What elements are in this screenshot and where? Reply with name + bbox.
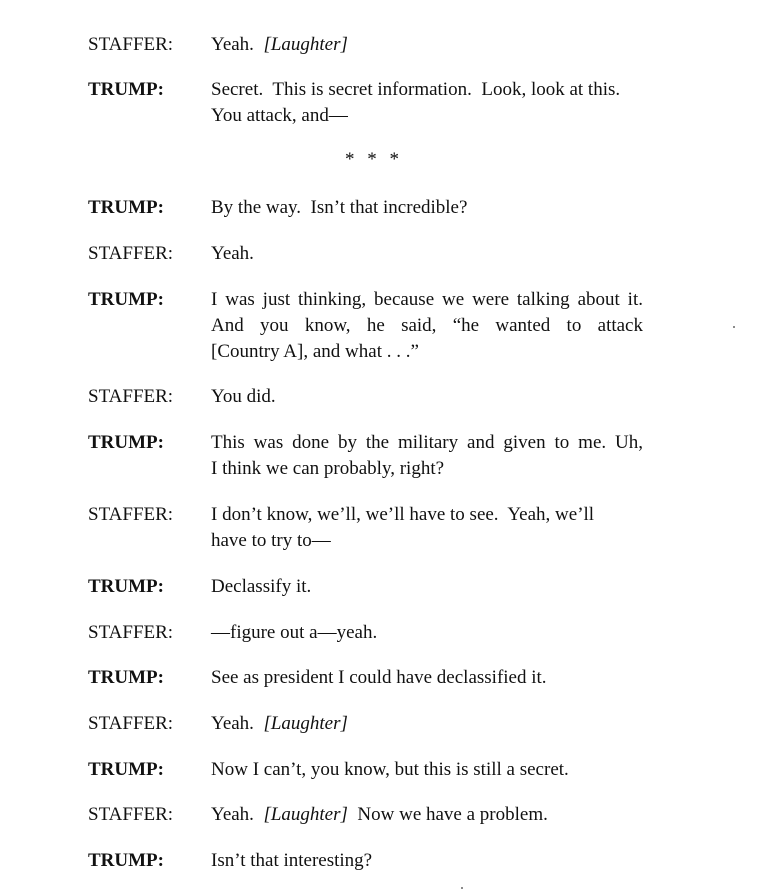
stage-direction: [Laughter] — [263, 713, 348, 734]
speaker-label: TRUMP: — [88, 79, 164, 100]
speaker-label: STAFFER: — [88, 804, 174, 825]
speaker-label: STAFFER: — [88, 243, 174, 264]
speech-line: I was just thinking, because we were talking about it. — [211, 289, 643, 310]
speech-line: And you know, he said, “he wanted to attack — [211, 315, 643, 336]
speech-text — [211, 802, 643, 828]
scan-speck — [733, 326, 735, 328]
speech-line: By the way. Isn’t that incredible? — [211, 197, 468, 218]
speech-text — [211, 620, 643, 646]
stage-direction: [Laughter] — [263, 804, 348, 825]
speech-line: Now I can’t, you know, but this is still a secret. — [211, 759, 569, 780]
speech-line: Declassify it. — [211, 576, 312, 597]
speaker-label: TRUMP: — [88, 667, 164, 688]
speech-line: Isn’t that interesting? — [211, 850, 373, 871]
speech-text — [211, 574, 643, 600]
speech-text — [211, 241, 643, 267]
speech-line: —figure out a—yeah. — [211, 622, 378, 643]
speech-segment: Now we have a problem. — [347, 804, 548, 825]
speech-line: This was done by the military and given to me. Uh, — [211, 432, 643, 453]
speaker-label: TRUMP: — [88, 850, 164, 871]
speaker-label: TRUMP: — [88, 759, 164, 780]
speech-segment: Yeah. — [211, 804, 264, 825]
speech-text — [211, 848, 643, 874]
speech-segment: Yeah. — [211, 34, 264, 55]
speaker-label: TRUMP: — [88, 197, 164, 218]
speech-text — [211, 502, 643, 554]
speech-line: have to try to— — [211, 530, 331, 551]
speech-text — [211, 195, 643, 221]
speaker-label: TRUMP: — [88, 576, 164, 597]
speech-line: Secret. This is secret information. Look, look at this. — [211, 79, 621, 100]
speech-segment: Yeah. — [211, 713, 264, 734]
speech-text — [211, 77, 643, 129]
speech-text — [211, 757, 643, 783]
speech-text — [211, 665, 643, 691]
speech-text — [211, 32, 643, 58]
speaker-label: STAFFER: — [88, 713, 174, 734]
speaker-label: TRUMP: — [88, 289, 164, 310]
speech-text — [211, 384, 643, 410]
speech-text — [211, 430, 643, 482]
stage-direction: [Laughter] — [263, 34, 348, 55]
speech-line: See as president I could have declassified it. — [211, 667, 547, 688]
speech-text — [211, 287, 643, 365]
speaker-label: STAFFER: — [88, 622, 174, 643]
speech-line: Yeah. — [211, 243, 254, 264]
speaker-label: STAFFER: — [88, 34, 174, 55]
speaker-label: STAFFER: — [88, 386, 174, 407]
speech-text — [211, 711, 643, 737]
scan-speck — [461, 887, 463, 889]
speaker-label: STAFFER: — [88, 504, 174, 525]
speech-line: You attack, and— — [211, 105, 348, 126]
speaker-label: TRUMP: — [88, 432, 164, 453]
speech-line: [Country A], and what . . .” — [211, 341, 419, 362]
speech-line: I don’t know, we’ll, we’ll have to see. Yeah, we’ll — [211, 504, 595, 525]
speech-line: I think we can probably, right? — [211, 458, 445, 479]
section-separator: * * * — [345, 149, 403, 170]
speech-line: You did. — [211, 386, 276, 407]
